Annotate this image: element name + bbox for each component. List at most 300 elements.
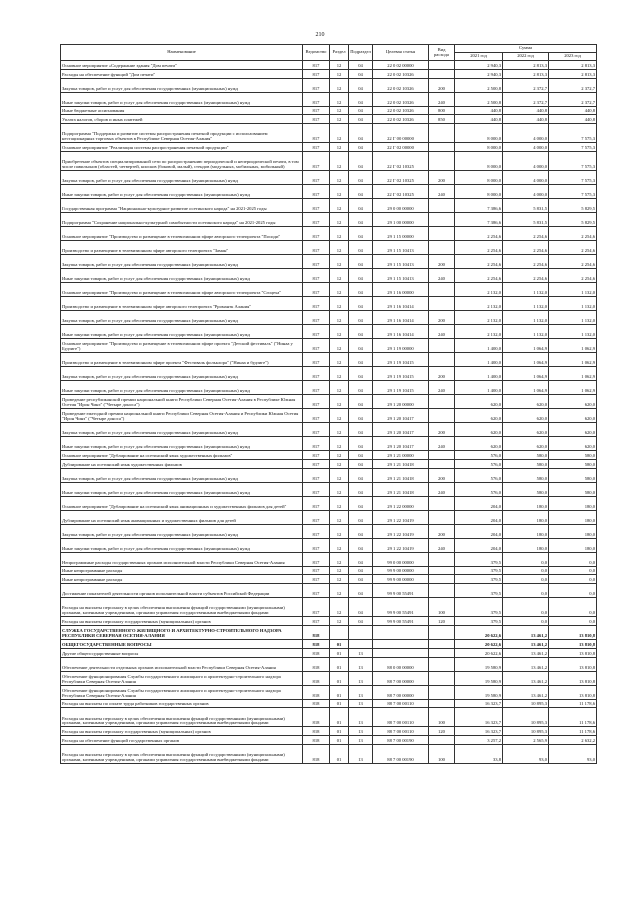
row-sum-2023: 620,0 [549,394,597,408]
row-sum-2021: 620,0 [455,408,503,422]
row-expense-type [429,124,455,143]
row-expense-type: 120 [429,617,455,626]
row-sum-2021: 8 000,0 [455,170,503,184]
row-target-article: 29 1 22 00000 [373,496,429,510]
row-expense-type: 200 [429,524,455,538]
row-name: Иные закупки товаров, работ и услуг для обеспечения государственных (муниципальных) нужд [61,268,303,282]
row-sum-2022: 0,0 [503,575,549,584]
row-vedomstvo: 817 [303,552,330,566]
row-sum-2022: 180,0 [503,524,549,538]
row-sum-2023: 11 178,6 [549,708,597,727]
row-razdel: 01 [330,648,349,657]
row-sum-2023: 620,0 [549,436,597,450]
row-sum-2023: 5 829,5 [549,198,597,212]
table-row [61,78,597,92]
row-sum-2021: 620,0 [455,422,503,436]
row-sum-2022: 1 132,0 [503,282,549,296]
row-podrazdel: 04 [349,538,373,552]
row-vedomstvo: 817 [303,254,330,268]
row-sum-2023: 0,0 [549,566,597,575]
row-sum-2022: 1 132,0 [503,324,549,338]
row-razdel: 12 [330,124,349,143]
row-podrazdel: 04 [349,468,373,482]
row-sum-2023: 2 254,6 [549,240,597,254]
row-name: Расходы на обеспечение функций государственных органов [61,736,303,745]
row-sum-2021: 204,0 [455,510,503,524]
row-podrazdel: 04 [349,61,373,70]
row-sum-2023: 7 575,3 [549,170,597,184]
row-sum-2021: 620,0 [455,436,503,450]
row-sum-2022: 1 064,9 [503,338,549,352]
row-expense-type: 240 [429,482,455,496]
table-row [61,617,597,626]
row-sum-2021: 19 580,9 [455,671,503,685]
row-podrazdel: 04 [349,69,373,78]
row-sum-2023: 2 372,7 [549,92,597,106]
row-sum-2022: 1 132,0 [503,310,549,324]
row-sum-2021: 8 000,0 [455,143,503,152]
row-expense-type [429,657,455,671]
row-name: Иные закупки товаров, работ и услуг для обеспечения государственных (муниципальных) нужд [61,436,303,450]
row-sum-2023: 1 132,0 [549,324,597,338]
row-name: Проведение ежегодной премии национальной книги Республики Северная Осетия-Алания и Республики Южная Осетия "Ирон Чинэ" ("Четыре доноса") [61,408,303,422]
row-sum-2021: 2 254,6 [455,268,503,282]
row-expense-type: 850 [429,115,455,124]
row-name: Основное мероприятие "Реализация системы распространения печатной продукции" [61,143,303,152]
table-row [61,744,597,763]
row-expense-type [429,394,455,408]
row-name: Расходы на обеспечение функций "Дом печати" [61,69,303,78]
header-year-2022: 2022 год [503,53,549,61]
row-target-article: 29 1 16 00000 [373,282,429,296]
table-row [61,657,597,671]
row-name: СЛУЖБА ГОСУДАРСТВЕННОГО ЖИЛИЩНОГО И АРХИТЕКТУРНО-СТРОИТЕЛЬНОГО НАДЗОРА РЕСПУБЛИКИ СЕВЕРНАЯ ОСЕТИЯ-АЛАНИЯ [61,625,303,639]
row-target-article: 99 9 00 55491 [373,584,429,598]
row-vedomstvo: 817 [303,184,330,198]
row-podrazdel: 13 [349,744,373,763]
row-vedomstvo: 818 [303,671,330,685]
row-expense-type: 200 [429,78,455,92]
row-target-article: 22 0 02 10326 [373,69,429,78]
row-sum-2023: 1 132,0 [549,282,597,296]
row-expense-type [429,338,455,352]
header-target-article: Целевая статья [373,45,429,61]
row-sum-2022: 2 813,3 [503,69,549,78]
row-sum-2021: 379,5 [455,552,503,566]
row-target-article: 29 1 15 00000 [373,226,429,240]
row-target-article: 29 1 16 10414 [373,324,429,338]
row-podrazdel: 13 [349,699,373,708]
row-sum-2023: 620,0 [549,422,597,436]
row-expense-type [429,408,455,422]
row-razdel: 12 [330,482,349,496]
row-expense-type [429,671,455,685]
row-podrazdel: 04 [349,212,373,226]
row-target-article: 29 1 15 10413 [373,240,429,254]
table-row [61,575,597,584]
row-expense-type [429,575,455,584]
row-razdel: 01 [330,736,349,745]
row-name: Подпрограмма "Сохранение национально-культурной самобытности осетинского народа" на 2021-2025 годы [61,212,303,226]
row-expense-type [429,69,455,78]
row-razdel: 12 [330,617,349,626]
row-vedomstvo: 817 [303,617,330,626]
row-razdel: 12 [330,468,349,482]
header-razdel: Раздел [330,45,349,61]
row-podrazdel: 04 [349,324,373,338]
row-vedomstvo: 818 [303,685,330,699]
row-sum-2022: 13 461,2 [503,625,549,639]
row-razdel: 12 [330,268,349,282]
row-sum-2022: 5 831,5 [503,212,549,226]
row-name: Расходы на выплаты персоналу государственных (муниципальных) органов [61,617,303,626]
row-vedomstvo: 817 [303,380,330,394]
row-razdel: 12 [330,212,349,226]
row-sum-2023: 2 254,6 [549,226,597,240]
row-expense-type: 240 [429,92,455,106]
row-sum-2021: 2 500,8 [455,92,503,106]
row-target-article: 29 1 22 10419 [373,510,429,524]
header-vedomstvo: Ведомство [303,45,330,61]
row-sum-2022: 180,0 [503,538,549,552]
table-row [61,124,597,143]
row-sum-2023: 0,0 [549,552,597,566]
row-podrazdel: 04 [349,310,373,324]
row-vedomstvo: 817 [303,212,330,226]
row-razdel: 12 [330,380,349,394]
table-row [61,584,597,598]
row-podrazdel: 04 [349,408,373,422]
row-razdel: 12 [330,450,349,459]
row-vedomstvo: 817 [303,496,330,510]
row-sum-2022: 1 064,9 [503,366,549,380]
row-podrazdel: 04 [349,482,373,496]
row-sum-2022: 5 831,5 [503,198,549,212]
row-target-article: 88 7 00 00000 [373,671,429,685]
table-row [61,352,597,366]
row-expense-type [429,459,455,468]
row-sum-2023: 180,0 [549,524,597,538]
row-podrazdel: 04 [349,151,373,170]
row-name: Уплата налогов, сборов и иных платежей [61,115,303,124]
row-target-article: 99 9 00 55491 [373,598,429,617]
row-podrazdel: 13 [349,648,373,657]
row-podrazdel: 04 [349,496,373,510]
row-vedomstvo: 817 [303,296,330,310]
row-vedomstvo: 817 [303,436,330,450]
row-podrazdel: 04 [349,524,373,538]
row-sum-2023: 13 810,8 [549,648,597,657]
row-vedomstvo: 817 [303,538,330,552]
row-sum-2022: 440,8 [503,115,549,124]
row-sum-2022: 1 132,0 [503,296,549,310]
row-sum-2023: 2 372,7 [549,78,597,92]
row-name: Иные непрограммные расходы [61,575,303,584]
row-razdel: 12 [330,524,349,538]
row-sum-2021: 379,5 [455,584,503,598]
row-razdel: 12 [330,459,349,468]
row-expense-type: 200 [429,366,455,380]
row-sum-2023: 7 575,3 [549,184,597,198]
row-target-article: 99 0 00 00000 [373,552,429,566]
row-sum-2021: 7 386,6 [455,198,503,212]
row-razdel: 12 [330,282,349,296]
row-name: Достижение показателей деятельности органов исполнительной власти субъектов Российской Федерации [61,584,303,598]
table-row [61,598,597,617]
row-expense-type [429,151,455,170]
table-row [61,380,597,394]
row-razdel: 12 [330,240,349,254]
row-sum-2022: 13 461,2 [503,648,549,657]
row-vedomstvo: 818 [303,639,330,648]
table-row [61,736,597,745]
row-name: Закупка товаров, работ и услуг для обеспечения государственных (муниципальных) нужд [61,254,303,268]
row-podrazdel: 04 [349,124,373,143]
row-sum-2022: 4 000,0 [503,124,549,143]
row-sum-2023: 0,0 [549,584,597,598]
row-razdel: 12 [330,310,349,324]
row-name: Иные закупки товаров, работ и услуг для обеспечения государственных (муниципальных) нужд [61,482,303,496]
row-name: ОБЩЕГОСУДАРСТВЕННЫЕ ВОПРОСЫ [61,639,303,648]
table-row [61,538,597,552]
row-sum-2023: 1 062,9 [549,366,597,380]
row-sum-2021: 2 132,0 [455,310,503,324]
row-razdel: 12 [330,436,349,450]
row-expense-type: 240 [429,538,455,552]
row-expense-type [429,552,455,566]
row-vedomstvo: 818 [303,708,330,727]
row-vedomstvo: 818 [303,625,330,639]
row-expense-type [429,625,455,639]
row-target-article: 29 1 21 10418 [373,459,429,468]
row-podrazdel: 04 [349,78,373,92]
row-podrazdel: 04 [349,115,373,124]
row-target-article: 22 Г 02 00000 [373,143,429,152]
row-sum-2022: 620,0 [503,394,549,408]
row-name: Приобретение объектов специализированной сети по распространению периодической и непериодической печати, в том числе павильонов (областей, четвертей, киосков (боковой, малый), стендов (модульных, мобильных, мобильный) [61,151,303,170]
table-row [61,170,597,184]
row-razdel: 12 [330,510,349,524]
row-expense-type [429,352,455,366]
table-row [61,61,597,70]
row-expense-type: 200 [429,468,455,482]
table-row [61,552,597,566]
row-target-article: 29 1 20 10417 [373,436,429,450]
table-row [61,685,597,699]
row-sum-2021: 204,0 [455,496,503,510]
row-target-article: 22 Г 02 10325 [373,184,429,198]
row-sum-2021: 33,8 [455,744,503,763]
row-target-article: 29 1 21 00000 [373,450,429,459]
row-sum-2021: 2 132,0 [455,324,503,338]
row-sum-2021: 3 257,2 [455,736,503,745]
table-row [61,69,597,78]
row-sum-2021: 20 622,6 [455,639,503,648]
row-vedomstvo: 817 [303,92,330,106]
row-target-article: 29 1 19 00000 [373,338,429,352]
table-row [61,268,597,282]
row-podrazdel: 04 [349,170,373,184]
row-name: Дублирование на осетинский язык анимационных и художественных фильмов для детей [61,510,303,524]
row-vedomstvo: 817 [303,151,330,170]
row-sum-2022: 580,0 [503,482,549,496]
row-vedomstvo: 817 [303,566,330,575]
row-name: Основное мероприятие "Производство и размещение в телевизионном эфире авторского телепроекта "Посиди" [61,226,303,240]
row-vedomstvo: 818 [303,736,330,745]
page-number: 210 [315,32,325,38]
table-row [61,496,597,510]
row-razdel: 01 [330,639,349,648]
row-name: Другие общегосударственные вопросы [61,648,303,657]
row-razdel: 12 [330,106,349,115]
row-razdel: 12 [330,394,349,408]
row-sum-2021: 2 254,6 [455,226,503,240]
row-sum-2022: 4 000,0 [503,170,549,184]
row-podrazdel: 13 [349,736,373,745]
row-sum-2023: 580,0 [549,459,597,468]
row-sum-2022: 4 000,0 [503,143,549,152]
row-razdel: 12 [330,296,349,310]
row-vedomstvo: 818 [303,657,330,671]
table-row [61,450,597,459]
row-sum-2021: 19 580,9 [455,685,503,699]
row-podrazdel: 13 [349,708,373,727]
row-name: Расходы на выплаты по оплате труда работников государственных органов [61,699,303,708]
row-sum-2021: 2 254,6 [455,240,503,254]
header-expense-type: Вид расхода [429,45,455,61]
row-razdel: 01 [330,727,349,736]
row-sum-2022: 0,0 [503,566,549,575]
row-sum-2022: 2 372,7 [503,92,549,106]
row-podrazdel: 04 [349,184,373,198]
row-name: Закупка товаров, работ и услуг для обеспечения государственных (муниципальных) нужд [61,422,303,436]
row-target-article: 22 0 02 00000 [373,61,429,70]
row-sum-2021: 1 400,0 [455,338,503,352]
table-row [61,408,597,422]
row-vedomstvo: 817 [303,598,330,617]
row-expense-type: 200 [429,254,455,268]
row-razdel: 12 [330,552,349,566]
row-razdel: 12 [330,422,349,436]
row-podrazdel: 04 [349,254,373,268]
row-expense-type [429,584,455,598]
row-sum-2021: 440,8 [455,115,503,124]
row-expense-type [429,226,455,240]
row-podrazdel: 04 [349,226,373,240]
row-sum-2021: 8 000,0 [455,151,503,170]
table-row [61,727,597,736]
row-podrazdel: 04 [349,459,373,468]
row-razdel: 12 [330,143,349,152]
row-sum-2022: 0,0 [503,598,549,617]
row-target-article: 29 1 20 10417 [373,408,429,422]
row-sum-2023: 2 632,2 [549,736,597,745]
row-vedomstvo: 817 [303,408,330,422]
table-row [61,708,597,727]
row-target-article: 99 9 00 00000 [373,575,429,584]
row-sum-2023: 0,0 [549,598,597,617]
row-sum-2023: 580,0 [549,450,597,459]
row-sum-2021: 2 940,3 [455,61,503,70]
row-podrazdel: 04 [349,240,373,254]
row-target-article: 99 9 00 55491 [373,617,429,626]
row-sum-2021: 440,8 [455,106,503,115]
table-row [61,282,597,296]
row-sum-2021: 7 386,6 [455,212,503,226]
row-target-article: 99 9 00 00000 [373,566,429,575]
row-target-article: 88 7 00 00110 [373,708,429,727]
row-razdel: 01 [330,708,349,727]
table-row [61,143,597,152]
row-name: Расходы на выплаты персоналу в целях обеспечения выполнения функций государственными (муниципальными) органами, казенными учреждениями, органами управления государственными внебюджетными фондами [61,744,303,763]
row-target-article: 22 Г 02 10325 [373,170,429,184]
row-target-article: 88 7 00 00190 [373,744,429,763]
row-expense-type: 100 [429,598,455,617]
row-vedomstvo: 817 [303,61,330,70]
row-sum-2022: 13 461,2 [503,639,549,648]
row-sum-2023: 580,0 [549,482,597,496]
row-sum-2021: 2 500,8 [455,78,503,92]
row-podrazdel: 04 [349,584,373,598]
row-name: Обеспечение функционирования Службы государственного жилищного и архитектурно-строительного надзора Республики Северная Осетия-Алания [61,685,303,699]
row-target-article: 29 1 15 10413 [373,268,429,282]
row-sum-2023: 180,0 [549,510,597,524]
row-razdel: 12 [330,61,349,70]
row-vedomstvo: 817 [303,459,330,468]
table-row [61,482,597,496]
row-sum-2021: 620,0 [455,394,503,408]
row-podrazdel: 04 [349,450,373,459]
row-sum-2022: 580,0 [503,459,549,468]
row-target-article: 22 0 02 10326 [373,92,429,106]
row-razdel: 12 [330,338,349,352]
row-expense-type [429,282,455,296]
row-name: Основное мероприятие «Содержание здания "Дом печати" [61,61,303,70]
row-sum-2022: 10 895,3 [503,699,549,708]
row-target-article: 29 1 19 10415 [373,380,429,394]
row-razdel: 12 [330,566,349,575]
table-row [61,198,597,212]
row-podrazdel: 04 [349,380,373,394]
row-razdel: 01 [330,671,349,685]
row-sum-2023: 13 810,8 [549,671,597,685]
row-sum-2022: 2 813,3 [503,61,549,70]
row-sum-2021: 20 622,6 [455,648,503,657]
row-vedomstvo: 817 [303,366,330,380]
table-row [61,394,597,408]
row-sum-2022: 13 461,2 [503,657,549,671]
row-sum-2022: 0,0 [503,584,549,598]
row-expense-type: 240 [429,324,455,338]
row-expense-type [429,198,455,212]
row-vedomstvo: 817 [303,575,330,584]
row-target-article: 88 7 00 00190 [373,736,429,745]
row-target-article: 29 1 20 00000 [373,394,429,408]
row-sum-2023: 13 810,8 [549,657,597,671]
row-sum-2023: 5 829,5 [549,212,597,226]
row-razdel: 12 [330,584,349,598]
row-name: Иные закупки товаров, работ и услуг для обеспечения государственных (муниципальных) нужд [61,184,303,198]
row-target-article: 29 1 20 10417 [373,422,429,436]
row-vedomstvo: 817 [303,394,330,408]
row-razdel: 12 [330,69,349,78]
row-podrazdel: 13 [349,657,373,671]
row-sum-2022: 0,0 [503,552,549,566]
row-sum-2021: 576,0 [455,468,503,482]
row-vedomstvo: 817 [303,584,330,598]
row-sum-2021: 16 323,7 [455,708,503,727]
row-sum-2023: 1 132,0 [549,296,597,310]
